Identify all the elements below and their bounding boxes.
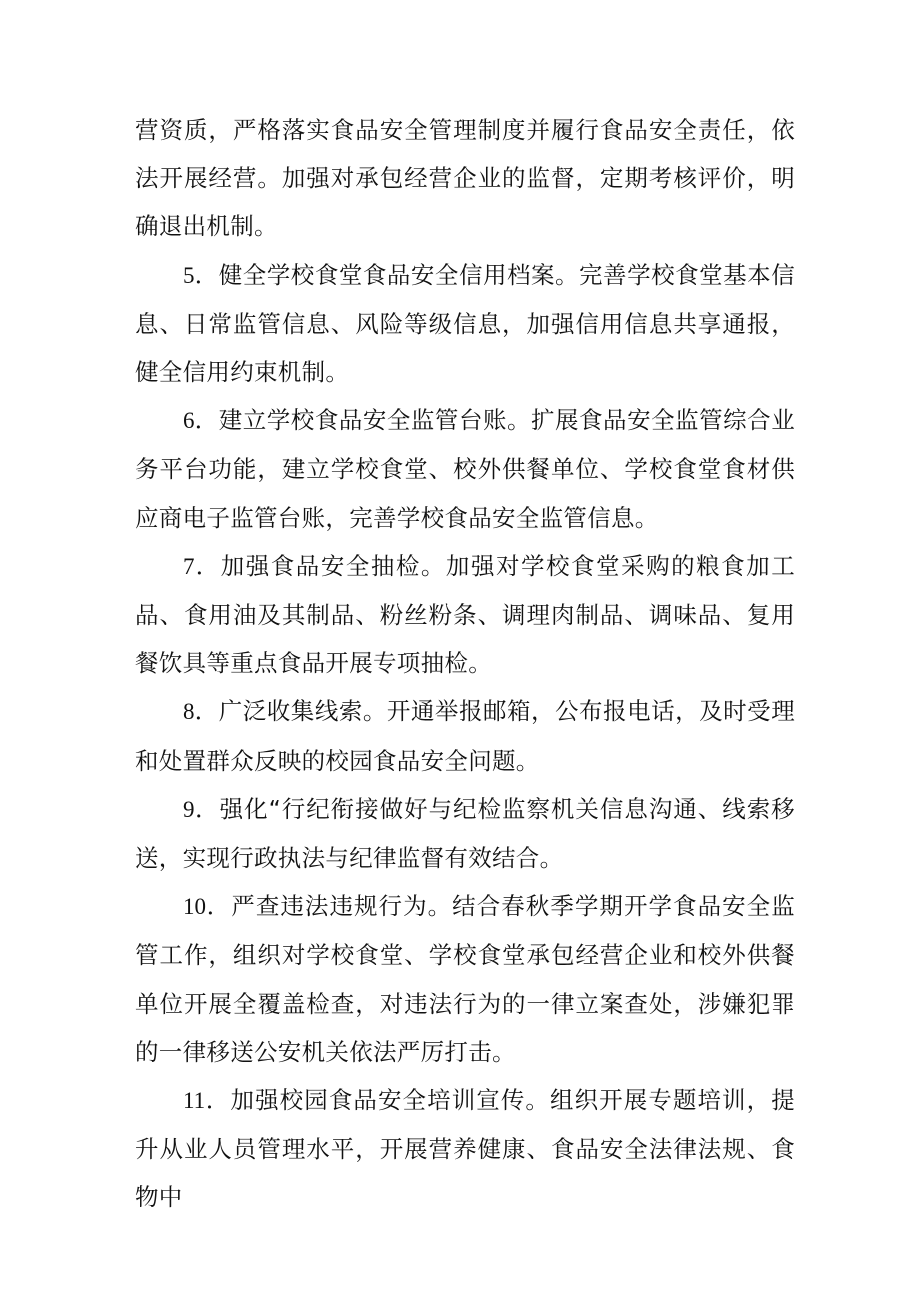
paragraph-number: 8 <box>183 699 195 725</box>
paragraph-number: 5 <box>183 262 195 288</box>
paragraph-item-11 <box>135 1076 795 1222</box>
paragraph-number: 10 <box>183 894 206 920</box>
paragraph-text: ．建立学校食品安全监管台账。扩展食品安全监管综合业务平台功能，建立学校食堂、校外供餐单位、学校食堂食材供应商电子监管台账，完善学校食品安全监管信息。 <box>135 406 795 532</box>
paragraph-number: 9 <box>183 796 195 822</box>
paragraph-text: ．加强食品安全抽检。加强对学校食堂采购的粮食加工品、食用油及其制品、粉丝粉条、调理肉制品、调味品、复用餐饮具等重点食品开展专项抽检。 <box>135 551 795 678</box>
paragraph-item-9 <box>135 785 795 882</box>
paragraph-item-5 <box>135 251 795 397</box>
paragraph-text: ．严查违法违规行为。结合春秋季学期开学食品安全监管工作，组织对学校食堂、学校食堂承包经营企业和校外供餐单位开展全覆盖检查，对违法行为的一律立案查处，涉嫌犯罪的一律移送公安机关依法严厉打击。 <box>135 892 795 1066</box>
paragraph-item-10 <box>135 882 795 1076</box>
paragraph-item-6 <box>135 396 795 542</box>
paragraph-item-8 <box>135 687 795 784</box>
paragraph-number: 7 <box>183 553 195 579</box>
paragraph-number: 11 <box>183 1088 206 1114</box>
paragraph-number: 6 <box>183 408 195 434</box>
paragraph-text: ．加强校园食品安全培训宣传。组织开展专题培训，提升从业人员管理水平，开展营养健康、食品安全法律法规、食物中 <box>135 1086 795 1212</box>
paragraph-continuation <box>135 106 795 251</box>
paragraph-text: ．强化“行纪衔接做好与纪检监察机关信息沟通、线索移送，实现行政执法与纪律监督有效结合。 <box>135 794 795 873</box>
paragraph-text: ．健全学校食堂食品安全信用档案。完善学校食堂基本信息、日常监管信息、风险等级信息，加强信用信息共享通报，健全信用约束机制。 <box>135 260 795 387</box>
paragraph-text: ．广泛收集线索。开通举报邮箱，公布报电话，及时受理和处置群众反映的校园食品安全问题。 <box>135 697 795 775</box>
paragraph-text: 营资质，严格落实食品安全管理制度并履行食品安全责任，依法开展经营。加强对承包经营企业的监督，定期考核评价，明确退出机制。 <box>135 116 795 241</box>
paragraph-item-7 <box>135 542 795 688</box>
document-body <box>135 106 795 1222</box>
